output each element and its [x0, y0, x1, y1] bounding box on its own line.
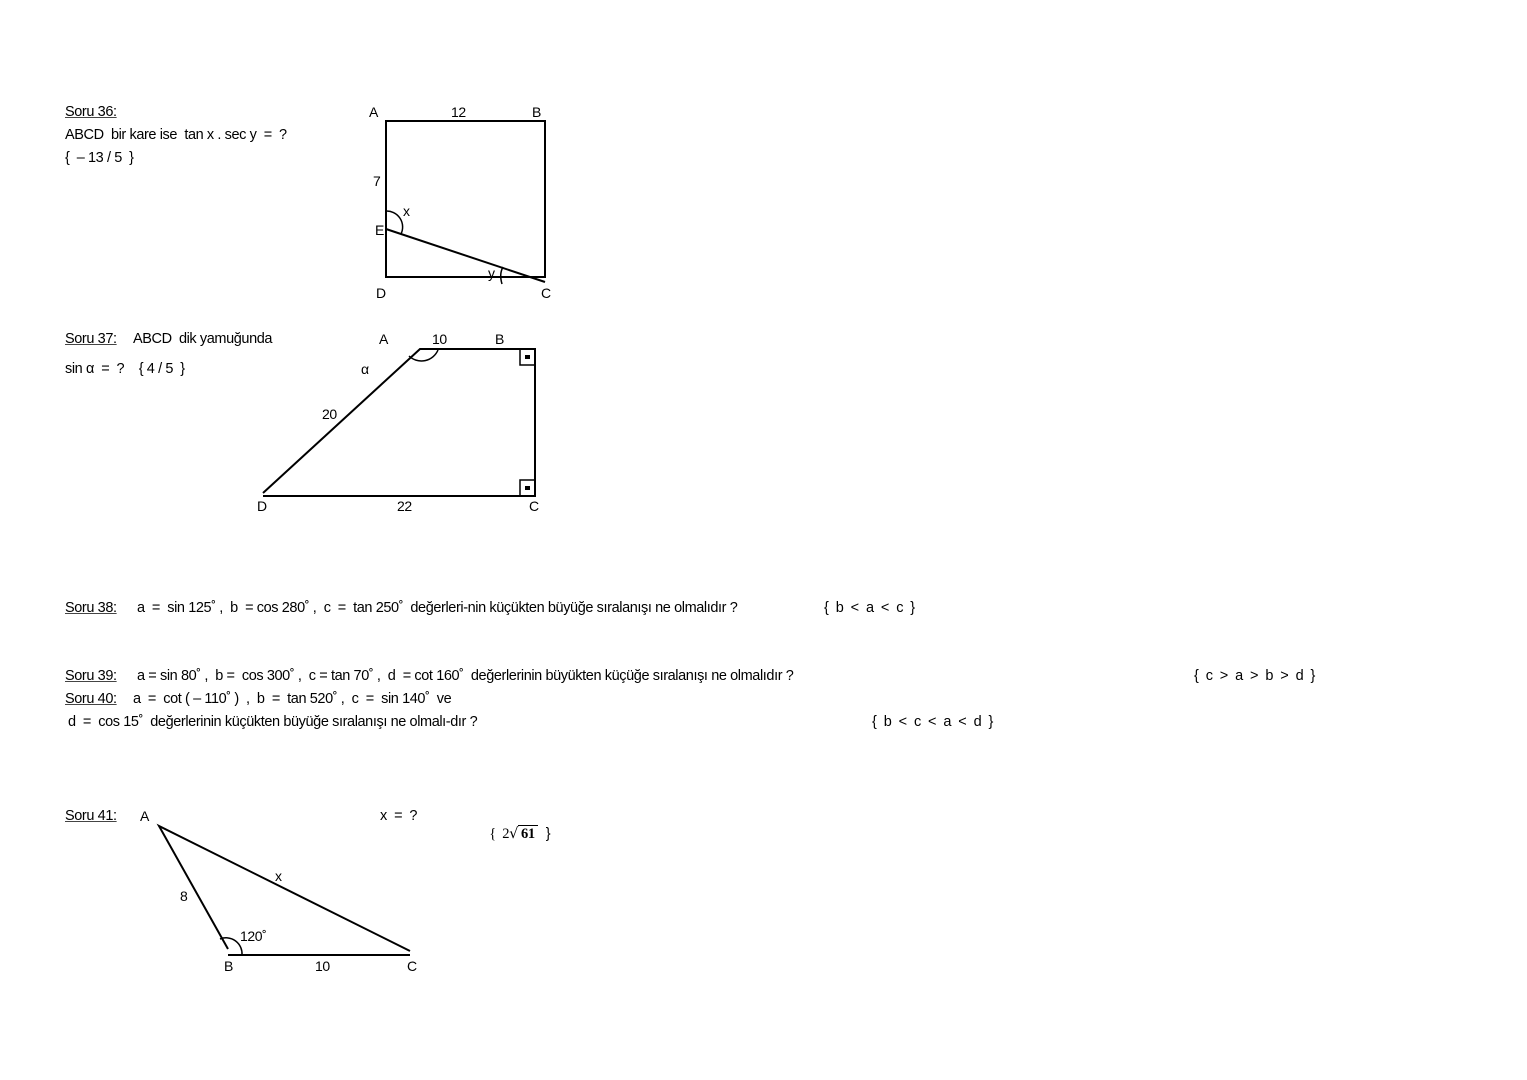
angle-y: y — [488, 265, 495, 281]
side-bc-length: 10 — [315, 958, 330, 974]
side-ac-label: x — [275, 868, 282, 884]
question-36-answer: { – 13 / 5 } — [65, 150, 134, 166]
question-39-text: a = sin 80˚ , b = cos 300˚ , c = tan 70˚ , d = cot 160˚ değerlerinin büyükten küçüğe sıralanışı ne olmalıdır ? — [137, 668, 794, 684]
vertex-a: A — [140, 808, 149, 824]
vertex-a: A — [379, 331, 388, 347]
vertex-e: E — [375, 222, 384, 238]
vertex-c: C — [407, 958, 417, 974]
answer-radicand: 61 — [518, 825, 538, 842]
segment-ae-length: 7 — [373, 173, 381, 189]
answer-close: } — [545, 826, 551, 842]
vertex-a: A — [369, 104, 378, 120]
question-37-text: ABCD dik yamuğunda — [133, 331, 273, 347]
sqrt-symbol: √ — [509, 826, 518, 842]
angle-x: x — [403, 203, 410, 219]
question-38-text: a = sin 125˚ , b = cos 280˚ , c = tan 250˚ değerleri-nin küçükten büyüğe sıralanışı ne olmalıdır ? — [137, 600, 738, 616]
question-41-label: Soru 41: — [65, 808, 117, 824]
question-40-text-line1: a = cot ( – 110˚ ) , b = tan 520˚ , c = sin 140˚ ve — [133, 691, 452, 707]
vertex-c: C — [541, 285, 551, 301]
question-40-text-line2: d = cos 15˚ değerlerinin küçükten büyüğe sıralanışı ne olmalı-dır ? — [68, 714, 478, 730]
angle-alpha: α — [361, 361, 369, 377]
vertex-b: B — [495, 331, 504, 347]
vertex-d: D — [376, 285, 386, 301]
question-36-label: Soru 36: — [65, 104, 117, 120]
vertex-d: D — [257, 498, 267, 514]
question-36-text: ABCD bir kare ise tan x . sec y = ? — [65, 127, 287, 143]
question-40-answer: { b < c < a < d } — [872, 714, 993, 730]
question-38-label: Soru 38: — [65, 600, 117, 616]
answer-open: { 2 — [489, 826, 510, 842]
side-dc-length: 22 — [397, 498, 412, 514]
question-38-answer: { b < a < c } — [824, 600, 915, 616]
figure-41-triangle — [140, 808, 417, 974]
vertex-c: C — [529, 498, 539, 514]
question-39-answer: { c > a > b > d } — [1194, 668, 1315, 684]
question-37-label: Soru 37: — [65, 331, 117, 347]
question-40-label: Soru 40: — [65, 691, 117, 707]
figure-36-square — [369, 104, 551, 301]
question-37-answer: sin α = ? { 4 / 5 } — [65, 361, 185, 377]
figure-37-trapezoid — [257, 331, 539, 514]
side-ad-length: 20 — [322, 406, 337, 422]
question-41-question: x = ? — [380, 808, 418, 824]
vertex-b: B — [532, 104, 541, 120]
question-39-label: Soru 39: — [65, 668, 117, 684]
vertex-b: B — [224, 958, 233, 974]
angle-b: 120˚ — [240, 928, 267, 944]
side-ab-length: 12 — [451, 104, 466, 120]
side-ab-length: 10 — [432, 331, 447, 347]
side-ab-length: 8 — [180, 888, 188, 904]
